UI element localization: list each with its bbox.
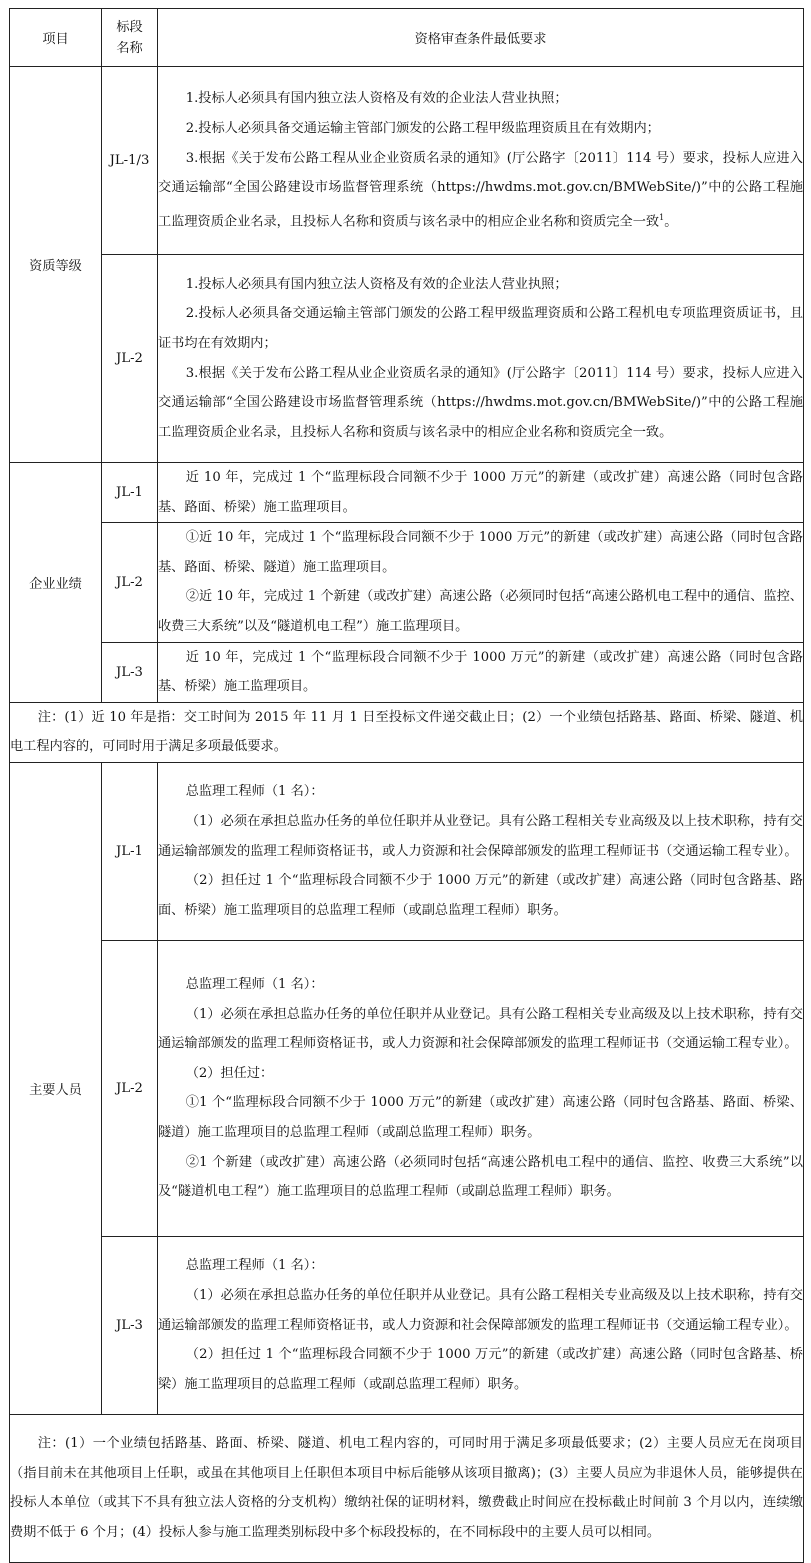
section-label: JL-1 bbox=[102, 463, 158, 523]
table-row bbox=[10, 762, 804, 940]
table-row bbox=[10, 67, 804, 255]
section-label: JL-1/3 bbox=[102, 67, 158, 255]
requirement-paragraph: （1）必须在承担总监办任务的单位任职并从业登记。具有公路工程相关专业高级及以上技术职称，持有交通运输部颁发的监理工程师资格证书，或人力资源和社会保障部颁发的监理工程师证书（交通运输工程专业）。 bbox=[158, 1288, 803, 1333]
requirement-paragraph bbox=[158, 144, 803, 237]
section-label: JL-2 bbox=[102, 523, 158, 642]
table-row bbox=[10, 523, 804, 642]
category-qualification: 资质等级 bbox=[10, 67, 102, 463]
header-requirements: 资格审查条件最低要求 bbox=[158, 9, 804, 67]
requirement-paragraph: ①1 个“监理标段合同额不少于 1000 万元”的新建（或改扩建）高速公路（同时包含路基、路面、桥梁、隧道）施工监理项目的总监理工程师（或副总监理工程师）职务。 bbox=[158, 1095, 803, 1141]
requirement-paragraph: 1.投标人必须具有国内独立法人资格及有效的企业法人营业执照； bbox=[185, 276, 568, 292]
header-section-name-line1: 标段 bbox=[116, 19, 143, 35]
requirement-cell bbox=[158, 1236, 804, 1414]
personnel-note bbox=[10, 1414, 804, 1562]
requirement-cell bbox=[158, 463, 804, 523]
requirement-paragraph: ②1 个新建（或改扩建）高速公路（必须同时包括“高速公路机电工程中的通信、监控、收费三大系统”以及“隧道机电工程”）施工监理项目的总监理工程师（或副总监理工程师）职务。 bbox=[158, 1154, 803, 1200]
footnote-mark: 1 bbox=[659, 212, 665, 222]
note-text: 注：(1）一个业绩包括路基、路面、桥梁、隧道、机电工程内容的，可同时用于满足多项最低要求；(2）主要人员应无在岗项目（指目前未在其他项目上任职，或虽在其他项目上任职但本项目中标后能够从该项目撤离)；(3）主要人员应为非退休人员，能够提供在投标人本单位（或其下不具有独立法人资格的分支机构）缴纳社保的证明材料，缴费截止时间应在投标截止时间前 3 个月以内，连续缴费期不低于 6 个月；(4）投标人参与施工监理类别标段中多个标段投标的，在不同标段中的主要人员可以相同。 bbox=[10, 1436, 803, 1541]
requirement-paragraph: 总监理工程师（1 名）： bbox=[185, 784, 324, 800]
table-row bbox=[10, 1236, 804, 1414]
requirement-paragraph: 近 10 年，完成过 1 个“监理标段合同额不少于 1000 万元”的新建（或改扩建）高速公路（同时包含路基、路面、桥梁）施工监理项目。 bbox=[158, 470, 803, 515]
table-row bbox=[10, 702, 804, 762]
requirement-text-end: 。 bbox=[664, 214, 678, 230]
requirement-text: 3.根据《关于发布公路工程从业企业资质名录的通知》(厅公路字〔2011〕114 号）要求，投标人应进入交通运输部“全国公路建设市场监督管理系统（https://hwdms.mot.gov.cn/BMWebSite/)”中的公路工程施工监理资质企业名录，且投标人名称和资质与该名录中的相应企业名称和资质完全一致 bbox=[158, 150, 803, 230]
requirement-paragraph: 近 10 年，完成过 1 个“监理标段合同额不少于 1000 万元”的新建（或改扩建）高速公路（同时包含路基、桥梁）施工监理项目。 bbox=[158, 649, 803, 695]
header-section-name bbox=[102, 9, 158, 67]
requirement-paragraph: 2.投标人必须具备交通运输主管部门颁发的公路工程甲级监理资质且在有效期内； bbox=[185, 120, 660, 136]
table-row bbox=[10, 642, 804, 702]
requirement-paragraph: 1.投标人必须具有国内独立法人资格及有效的企业法人营业执照； bbox=[185, 91, 568, 107]
table-row bbox=[10, 255, 804, 463]
requirement-paragraph: （2）担任过 1 个“监理标段合同额不少于 1000 万元”的新建（或改扩建）高速公路（同时包含路基、桥梁）施工监理项目的总监理工程师（或副总监理工程师）职务。 bbox=[158, 1347, 803, 1392]
section-label: JL-2 bbox=[102, 255, 158, 463]
requirement-cell bbox=[158, 67, 804, 255]
section-label: JL-2 bbox=[102, 940, 158, 1236]
header-item: 项目 bbox=[10, 9, 102, 67]
requirement-cell bbox=[158, 642, 804, 702]
requirement-paragraph: 总监理工程师（1 名）： bbox=[185, 1258, 324, 1274]
requirement-cell bbox=[158, 255, 804, 463]
requirement-paragraph: 3.根据《关于发布公路工程从业企业资质名录的通知》(厅公路字〔2011〕114 号）要求，投标人应进入交通运输部“全国公路建设市场监督管理系统（https://hwdms.mot.gov.cn/BMWebSite/)”中的公路工程施工监理资质企业名录，且投标人名称和资质与该名录中的相应企业名称和资质完全一致。 bbox=[158, 365, 803, 440]
table-header-row bbox=[10, 9, 804, 67]
requirement-cell bbox=[158, 940, 804, 1236]
table-row bbox=[10, 463, 804, 523]
requirement-paragraph: 2.投标人必须具备交通运输主管部门颁发的公路工程甲级监理资质和公路工程机电专项监理资质证书，且证书均在有效期内； bbox=[158, 306, 803, 351]
qualification-requirements-table bbox=[9, 8, 804, 1563]
category-personnel: 主要人员 bbox=[10, 762, 102, 1414]
table-row bbox=[10, 1414, 804, 1562]
performance-note bbox=[10, 702, 804, 762]
requirement-cell bbox=[158, 762, 804, 940]
section-label: JL-3 bbox=[102, 642, 158, 702]
requirement-cell bbox=[158, 523, 804, 642]
header-section-name-line2: 名称 bbox=[116, 40, 143, 56]
table-row bbox=[10, 940, 804, 1236]
requirement-paragraph: （1）必须在承担总监办任务的单位任职并从业登记。具有公路工程相关专业高级及以上技术职称，持有交通运输部颁发的监理工程师资格证书，或人力资源和社会保障部颁发的监理工程师证书（交通运输工程专业）。 bbox=[158, 814, 803, 859]
note-text: 注：(1）近 10 年是指：交工时间为 2015 年 11 月 1 日至投标文件递交截止日；(2）一个业绩包括路基、路面、桥梁、隧道、机电工程内容的，可同时用于满足多项最低要求。 bbox=[10, 709, 803, 755]
requirement-paragraph: 总监理工程师（1 名）： bbox=[185, 977, 324, 993]
requirement-paragraph: （1）必须在承担总监办任务的单位任职并从业登记。具有公路工程相关专业高级及以上技术职称，持有交通运输部颁发的监理工程师资格证书，或人力资源和社会保障部颁发的监理工程师证书（交通运输工程专业）。 bbox=[158, 1006, 803, 1052]
requirement-paragraph: ②近 10 年，完成过 1 个新建（或改扩建）高速公路（必须同时包括“高速公路机电工程中的通信、监控、收费三大系统”以及“隧道机电工程”）施工监理项目。 bbox=[158, 589, 803, 634]
requirement-paragraph: （2）担任过： bbox=[185, 1065, 274, 1081]
requirement-paragraph: （2）担任过 1 个“监理标段合同额不少于 1000 万元”的新建（或改扩建）高速公路（同时包含路基、路面、桥梁）施工监理项目的总监理工程师（或副总监理工程师）职务。 bbox=[158, 873, 803, 918]
category-performance: 企业业绩 bbox=[10, 463, 102, 703]
section-label: JL-3 bbox=[102, 1236, 158, 1414]
requirement-paragraph: ①近 10 年，完成过 1 个“监理标段合同额不少于 1000 万元”的新建（或改扩建）高速公路（同时包含路基、路面、桥梁、隧道）施工监理项目。 bbox=[158, 530, 803, 575]
section-label: JL-1 bbox=[102, 762, 158, 940]
